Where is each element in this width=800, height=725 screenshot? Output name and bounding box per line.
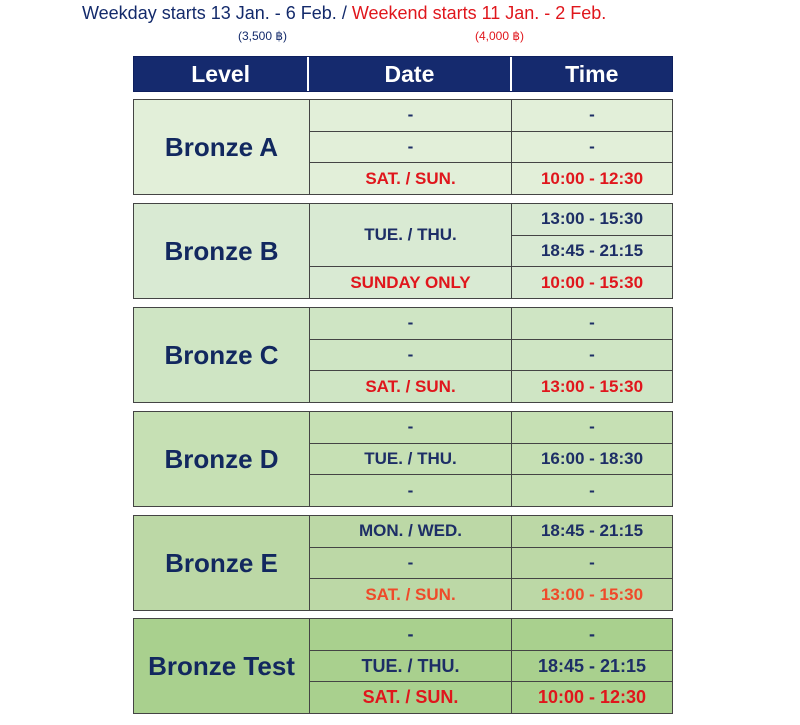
header-separator: / bbox=[341, 3, 347, 23]
time-cell: - bbox=[589, 417, 595, 437]
date-cell: SAT. / SUN. bbox=[310, 579, 512, 610]
column-header-time: Time bbox=[512, 57, 672, 91]
level-name: Bronze D bbox=[134, 412, 310, 506]
table-row bbox=[310, 548, 672, 580]
table-row bbox=[310, 267, 672, 298]
level-name: Bronze B bbox=[134, 204, 310, 298]
date-cell: - bbox=[310, 100, 512, 131]
weekday-price: (3,500 ฿) bbox=[238, 29, 287, 43]
table-row bbox=[310, 371, 672, 402]
level-name: Bronze A bbox=[134, 100, 310, 194]
column-header-level: Level bbox=[134, 57, 309, 91]
date-cell: - bbox=[310, 548, 512, 579]
table-row bbox=[310, 132, 672, 164]
date-cell: TUE. / THU. bbox=[310, 444, 512, 475]
bronze-b-block bbox=[133, 203, 673, 299]
weekday-dates: Weekday starts 13 Jan. - 6 Feb. bbox=[82, 3, 337, 23]
time-cell: - bbox=[589, 623, 595, 644]
time-cell: - bbox=[589, 345, 595, 364]
table-header bbox=[133, 56, 673, 92]
table-row bbox=[310, 444, 672, 476]
time-cell: 10:00 - 12:30 bbox=[537, 687, 647, 708]
table-row bbox=[310, 412, 672, 444]
table-row bbox=[310, 308, 672, 340]
table-row bbox=[310, 100, 672, 132]
level-name: Bronze C bbox=[134, 308, 310, 402]
time-cell: - bbox=[589, 105, 595, 125]
time-cell: 13:00 - 15:30 bbox=[512, 204, 672, 236]
table-row bbox=[310, 619, 672, 651]
time-cell: - bbox=[589, 553, 595, 572]
merged-date-rows bbox=[310, 204, 672, 267]
date-cell: - bbox=[310, 475, 512, 506]
time-cell: - bbox=[589, 313, 595, 333]
time-cell: 10:00 - 15:30 bbox=[540, 272, 644, 292]
date-cell: - bbox=[310, 308, 512, 339]
level-name: Bronze Test bbox=[134, 619, 310, 713]
date-cell: SAT. / SUN. bbox=[310, 163, 512, 194]
date-cell: - bbox=[310, 619, 512, 650]
header-line bbox=[82, 3, 606, 24]
date-cell: SAT. / SUN. bbox=[310, 371, 512, 402]
date-cell: SUNDAY ONLY bbox=[310, 267, 512, 298]
table-row bbox=[310, 516, 672, 548]
time-cell: - bbox=[589, 480, 595, 500]
schedule-header bbox=[0, 0, 800, 50]
date-cell: TUE. / THU. bbox=[310, 651, 512, 682]
date-cell: - bbox=[310, 340, 512, 371]
table-row bbox=[310, 579, 672, 610]
date-cell: TUE. / THU. bbox=[310, 204, 512, 266]
table-row bbox=[310, 340, 672, 372]
time-cell: 18:45 - 21:15 bbox=[537, 655, 647, 676]
time-cell: 18:45 - 21:15 bbox=[540, 521, 644, 541]
table-row bbox=[310, 651, 672, 683]
date-cell: SAT. / SUN. bbox=[310, 682, 512, 713]
bronze-e-block bbox=[133, 515, 673, 611]
time-cell: - bbox=[589, 137, 595, 156]
time-cell: 16:00 - 18:30 bbox=[540, 449, 644, 468]
bronze-c-block bbox=[133, 307, 673, 403]
bronze-d-block bbox=[133, 411, 673, 507]
table-row bbox=[310, 682, 672, 713]
weekend-dates: Weekend starts 11 Jan. - 2 Feb. bbox=[351, 3, 607, 23]
bronze-test-block bbox=[133, 618, 673, 714]
time-cell: 18:45 - 21:15 bbox=[540, 240, 644, 260]
weekend-price: (4,000 ฿) bbox=[475, 29, 524, 43]
time-cell: 10:00 - 12:30 bbox=[540, 168, 644, 188]
date-cell: MON. / WED. bbox=[310, 516, 512, 547]
level-name: Bronze E bbox=[134, 516, 310, 610]
time-cell: 13:00 - 15:30 bbox=[540, 376, 644, 396]
date-cell: - bbox=[310, 132, 512, 163]
time-cell: 13:00 - 15:30 bbox=[540, 584, 644, 604]
bronze-a-block bbox=[133, 99, 673, 195]
date-cell: - bbox=[310, 412, 512, 443]
table-row bbox=[310, 163, 672, 194]
column-header-date: Date bbox=[309, 57, 511, 91]
table-row bbox=[310, 475, 672, 506]
